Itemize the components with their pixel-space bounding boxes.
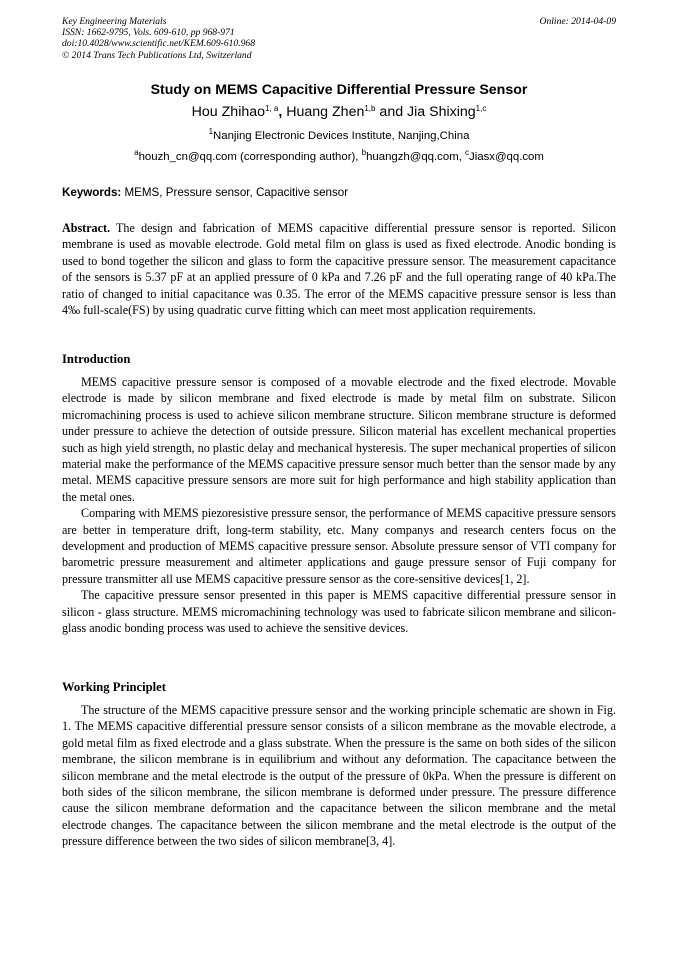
affiliation-text: Nanjing Electronic Devices Institute, Nanjing,China <box>213 130 470 142</box>
journal-name: Key Engineering Materials <box>62 16 167 27</box>
working-principle-heading: Working Principlet <box>62 680 166 694</box>
introduction-paragraph-1: MEMS capacitive pressure sensor is composed of a movable electrode and the fixed electrode. Movable electrode is made by silicon membrane and fixed electrode is made by metal film on substrate. Silicon micromachining process is used to achieve silicon membrane structure. Silicon membrane structure is deformed under pressure to achieve the detection of outside pressure. Silicon material has excellent mechanical properties such as high yield strength, no plastic delay and mechanical hysteresis. The super mechanical properties of silicon material make the performance of the MEMS capacitive pressure sensor much better than the sensor made by any metal. MEMS capacitive pressure sensors are more suit for high performance and high stability application than the metal ones. <box>62 375 616 504</box>
email-c-superscript: c <box>465 148 470 157</box>
keywords-label: Keywords: <box>62 186 122 199</box>
affiliation-superscript: 1 <box>208 127 214 136</box>
online-date: Online: 2014-04-09 <box>539 16 616 27</box>
author-1: Hou Zhihao <box>191 104 266 120</box>
author-list <box>0 104 678 120</box>
journal-copyright: © 2014 Trans Tech Publications Ltd, Switzerland <box>62 49 252 61</box>
working-principle-body <box>62 702 616 850</box>
introduction-paragraph-3: The capacitive pressure sensor presented in this paper is MEMS capacitive differential pressure sensor in silicon - glass structure. MEMS micromachining technology was used to fabricate silicon membrane and silicon-glass anodic bonding process was used to achieve the sensitive devices. <box>62 588 616 636</box>
abstract-label: Abstract. <box>62 221 111 235</box>
email-a: houzh_cn@qq.com (corresponding author), <box>138 151 362 163</box>
email-b-superscript: b <box>361 148 367 157</box>
author-separator: , <box>278 104 283 120</box>
keywords <box>62 186 616 199</box>
author-2: Huang Zhen <box>282 104 365 120</box>
introduction-heading: Introduction <box>62 352 131 366</box>
abstract-text: The design and fabrication of MEMS capacitive differential pressure sensor is reported. Silicon membrane is used as movable electrode. Gold metal film on glass is used as fixed electrode. Anodic bonding is used to bond together the silicon and glass to form the capacitive pressure sensor. The measurement capacitance of the sensors is 5.37 pF at an applied pressure of 0 kPa and 7.26 pF and the full operating range of 40 kPa.The ratio of changed to initial capacitance was 0.35. The error of the MEMS capacitive pressure sensor is less than 4‰ full-scale(FS) by using quadratic curve fitting which can meet most application requirements. <box>62 221 616 318</box>
abstract <box>62 220 616 318</box>
working-principle-paragraph-1: The structure of the MEMS capacitive pressure sensor and the working principle schematic are shown in Fig. 1. The MEMS capacitive differential pressure sensor consists of a silicon membrane as the movable electrode, a gold metal film as fixed electrode and a glass substrate. When the pressure is the same on both sides of the silicon membrane, the silicon membrane is in equilibrium and without any deformation. The capacitance between the silicon membrane and the metal electrode is the output of the pressure of 0kPa. When the pressure is different on both sides of the silicon membrane, the silicon membrane is deformed under pressure. The pressure difference cause the silicon membrane deformation and the capacitance between the silicon membrane and the metal electrode changes. The capacitance between the silicon membrane and the metal electrode is the output of the pressure difference between the two sides of silicon membrane[3, 4]. <box>62 703 616 849</box>
author-3-superscript: 1,c <box>475 104 487 113</box>
journal-header <box>62 16 616 61</box>
journal-issn: ISSN: 1662-9795, Vols. 609-610, pp 968-971 <box>62 27 235 39</box>
author-3: and Jia Shixing <box>375 104 476 120</box>
email-b: huangzh@qq.com, <box>366 151 466 163</box>
keywords-text: MEMS, Pressure sensor, Capacitive sensor <box>121 186 349 199</box>
journal-doi: doi:10.4028/www.scientific.net/KEM.609-610.968 <box>62 38 256 50</box>
email-c: Jiasx@qq.com <box>469 151 544 163</box>
introduction-paragraph-2: Comparing with MEMS piezoresistive pressure sensor, the performance of MEMS capacitive pressure sensors are better in temperature drift, long-term stability, etc. Many companys and research centers focus on the development and production of MEMS capacitive pressure sensor. Absolute pressure sensor of VTI company for barometric pressure measurement and altimeter applications and gauge pressure sensor of Fuji company for pressure transmitter all use MEMS capacitive pressure sensor as the core-sensitive devices[1, 2]. <box>62 506 616 586</box>
paper-title: Study on MEMS Capacitive Differential Pressure Sensor <box>150 82 528 98</box>
author-2-superscript: 1,b <box>364 104 376 113</box>
author-1-superscript: 1, a <box>265 104 279 113</box>
author-emails <box>0 148 678 163</box>
introduction-body <box>62 374 616 637</box>
affiliation <box>0 127 678 142</box>
email-a-superscript: a <box>134 148 139 157</box>
